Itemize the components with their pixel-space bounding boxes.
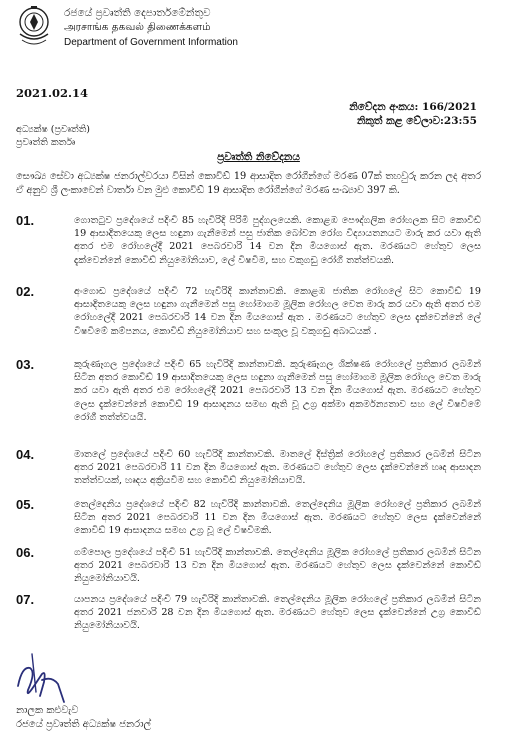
government-emblem-logo [14, 4, 54, 50]
signatory-block [16, 704, 151, 732]
department-name-tamil: அரசாங்க தகவல் திணைக்களம் [64, 21, 211, 33]
item-number: 03. [16, 357, 35, 372]
item-text: යාපනය ප්‍රදේශයේ පදිංචි 79 හැවිරිදි කාන්තාවකි. තෙල්දෙනිය මූලික රෝහලේ ප්‍රතිකාර ලබමින් සිටින අතර 2021 ජනවාරි 28 වන දින මියගොස් ඇත. මරණයට හේතුව ලෙස දැක්වෙන්නේ උග්‍ර කොවිඩ් නියුමෝනියාවයි. [74, 594, 481, 632]
document-title: ප්‍රවෘත්ති නිවේදනය [217, 151, 300, 163]
item-text: මාතලේ ප්‍රදේශයේ පදිංචි 60 හැවිරිදි කාන්තාවකි. මාතලේ දිස්ත්‍රික් රෝහලේ ප්‍රතිකාර ලබමින් සිටින අතර 2021 පෙබරවාරි 11 වන දින මියගොස් ඇත. මරණයට හේතුව ලෙස දැක්වෙන්නේ හෘද ආසාදන තත්ත්වයක්, හෘදය අක්‍රියවීම සහ කොවිඩ් නියුමෝනියාවයි. [74, 449, 481, 487]
item-number: 05. [16, 497, 35, 512]
item-number: 04. [16, 447, 35, 462]
signatory-title: රජයේ ප්‍රවෘත්ති අධ්‍යක්ෂ ජනරාල් [16, 719, 152, 730]
addressee-news-editor: ප්‍රවෘත්ති කර්තෘ [16, 137, 76, 148]
item-text: ගොතටුව ප්‍රදේශයේ පදිංචි 85 හැවිරිදි පිරිමි පුද්ගලයෙකි. කොළඹ පෞද්ගලික රෝහලක සිට කොවිඩ් 19 ආසාදිතයෙකු ලෙස හඳුනා ගැනීමෙන් පසු ජාතික බෝවන රෝග විද්‍යායතනයට මාරු කර යවා ඇති අතර එම රෝහලේදී 2021 පෙබරවාරි 14 වන දින මියගොස් ඇත. මරණයට හේතුව ලෙස දැක්වෙන්නේ කොවිඩ් නියුමෝනියාව, ලේ විෂවීම, සහ වකුගඩු රෝගී තත්ත්වයකි. [74, 215, 481, 266]
department-name-english: Department of Government Information [64, 37, 238, 48]
handwritten-signature [12, 646, 82, 706]
release-time: නිකුත් කළ වේලාව:23:55 [356, 115, 477, 127]
release-date: 2021.02.14 [16, 86, 89, 100]
item-number: 06. [16, 545, 35, 560]
release-number: නිවේදන අංකය: 166/2021 [349, 101, 477, 113]
item-number: 07. [16, 592, 35, 607]
item-text: කුරුණෑගල ප්‍රදේශයේ පදිංචි 65 හැවිරිදි කාන්තාවකි. කුරුණෑගල ශික්ෂණ රෝහලේ ප්‍රතිකාර ලබමින් සිටින අතර කොවිඩ් 19 ආසාදිතයෙකු ලෙස හඳුනා ගැනීමෙන් පසු හෝමාගම මූලික රෝහල වෙත මාරු කර යවා ඇති අතර එම රෝහලේදී 2021 පෙබරවාරි 13 වන දින මියගොස් ඇත. මරණයට හේතුව ලෙස දැක්වෙන්නේ කොවිඩ් 19 ආසාදනය සමඟ ඇති වූ උග්‍ර අක්මා අකර්මන්‍යතාව සහ ලේ විෂවීමේ රෝගී තත්ත්වයයි. [74, 359, 481, 423]
item-number: 02. [16, 284, 35, 299]
item-text: තෙල්දෙනිය ප්‍රදේශයේ පදිංචි 82 හැවිරිදි කාන්තාවකි. තෙල්දෙනිය මූලික රෝහලේ ප්‍රතිකාර ලබමින් සිටින අතර 2021 පෙබරවාරි 11 වන දින මියගොස් ඇත. මරණයට හේතුව ලෙස දැක්වෙන්නේ කොවිඩ් 19 ආසාදනය සමඟ උග්‍ර වූ ලේ විෂවීමකි. [74, 499, 481, 537]
intro-paragraph: සෞඛ්‍ය සේවා අධ්‍යක්ෂ ජනරාල්වරයා විසින් කොවිඩ් 19 ආසාදිත රෝගීන්ගේ මරණ 07ක් තහවුරු කරන ලද අතර ඒ අනුව ශ්‍රී ලංකාවෙන් වාර්තා වන මුළු කොවිඩ් 19 ආසාදිත රෝගීන්ගේ මරණ සංඛ්‍යාව 397 කි. [16, 171, 481, 196]
signatory-name: නාලක කළුවැව [16, 705, 79, 716]
addressee-director-news: අධ්‍යක්ෂ (ප්‍රවෘත්ති) [16, 124, 91, 135]
item-number: 01. [16, 213, 35, 228]
item-text: ගම්පොල ප්‍රදේශයේ පදිංචි 51 හැවිරිදි කාන්තාවකි. තෙල්දෙනිය මූලික රෝහලේ ප්‍රතිකාර ලබමින් සිටින අතර 2021 පෙබරවාරි 13 වන දින මියගොස් ඇත. මරණයට හේතුව ලෙස දැක්වෙන්නේ කොවිඩ් නියුමෝනියාවයි. [74, 547, 481, 585]
item-text: අංගොඩ ප්‍රදේශයේ පදිංචි 72 හැවිරිදි කාන්තාවකි. කොළඹ ජාතික රෝහලේ සිට කොවිඩ් 19 ආසාදිතයෙකු ලෙස හඳුනා ගැනීමෙන් පසු හෝමාගම මූලික රෝහල වෙත මාරු කර යවා ඇති අතර එම රෝහලේදී 2021 පෙබරවාරි 14 වන දින මියගොස් ඇත . මරණයට හේතුව ලෙස දැක්වෙන්නේ ලේ විෂවීමේ කම්පනය, කොවිඩ් නියුමෝනියාව සහ සංකූල වූ වකුගඩු අබාධයක් . [74, 286, 481, 337]
department-name-sinhala: රජයේ ප්‍රවෘත්ති දෙපාර්තමේන්තුව [64, 7, 211, 19]
